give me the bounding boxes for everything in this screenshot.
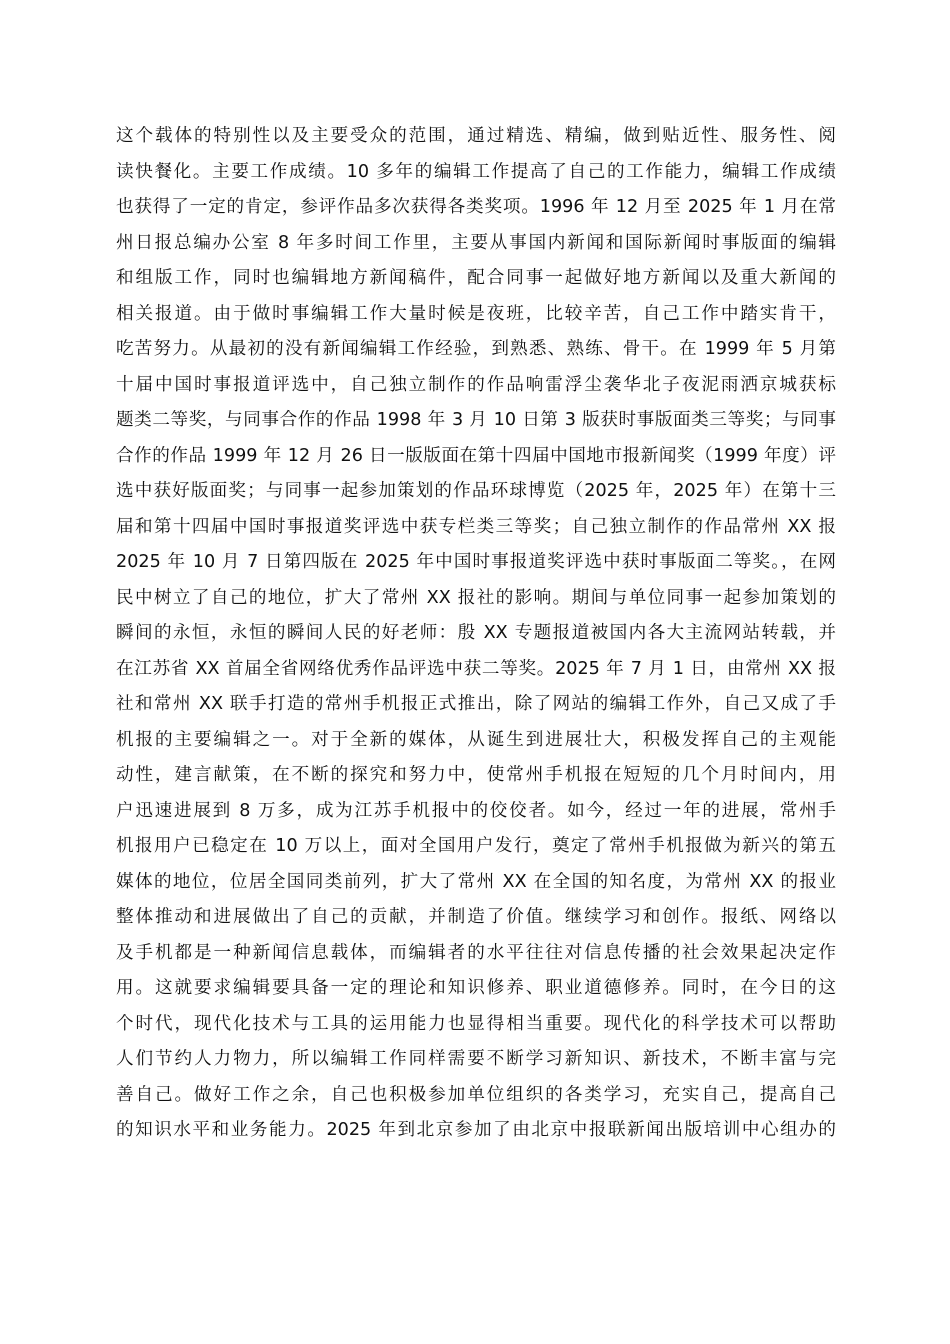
text-line: 读快餐化。主要工作成绩。10 多年的编辑工作提高了自己的工作能力，编辑工作成绩 — [116, 161, 836, 182]
text-line: 民中树立了自己的地位，扩大了常州 XX 报社的影响。期间与单位同事一起参加策划的 — [116, 587, 836, 608]
text-line: 机报的主要编辑之一。对于全新的媒体，从诞生到进展壮大，积极发挥自己的主观能 — [116, 729, 836, 750]
text-line: 在江苏省 XX 首届全省网络优秀作品评选中获二等奖。2025 年 7 月 1 日，由常州 XX 报 — [116, 658, 836, 679]
text-line: 2025 年 10 月 7 日第四版在 2025 年中国时事报道奖评选中获时事版面二等奖。，在网 — [116, 552, 836, 572]
text-line: 届和第十四届中国时事报道奖评选中获专栏类三等奖；自己独立制作的作品常州 XX 报 — [116, 516, 836, 537]
text-line: 也获得了一定的肯定，参评作品多次获得各类奖项。1996 年 12 月至 2025 年 1 月在常 — [116, 197, 836, 217]
text-line: 题类二等奖，与同事合作的作品 1998 年 3 月 10 日第 3 版获时事版面类三等奖；与同事 — [116, 410, 836, 430]
text-line: 州日报总编办公室 8 年多时间工作里，主要从事国内新闻和国际新闻时事版面的编辑 — [116, 232, 836, 253]
text-line: 动性，建言献策，在不断的探究和努力中，使常州手机报在短短的几个月时间内，用 — [116, 765, 836, 785]
text-line: 瞬间的永恒，永恒的瞬间人民的好老师：殷 XX 专题报道被国内各大主流网站转载，并 — [116, 623, 836, 643]
text-line: 人们节约人力物力，所以编辑工作同样需要不断学习新知识、新技术，不断丰富与完 — [116, 1049, 836, 1069]
text-line: 吃苦努力。从最初的没有新闻编辑工作经验，到熟悉、熟练、骨干。在 1999 年 5 月第 — [116, 339, 836, 359]
text-line: 及手机都是一种新闻信息载体，而编辑者的水平往往对信息传播的社会效果起决定作 — [116, 942, 836, 963]
text-line: 机报用户已稳定在 10 万以上，面对全国用户发行，奠定了常州手机报做为新兴的第五 — [116, 836, 836, 856]
text-line: 媒体的地位，位居全国同类前列，扩大了常州 XX 在全国的知名度，为常州 XX 的报业 — [116, 871, 836, 892]
text-line: 社和常州 XX 联手打造的常州手机报正式推出，除了网站的编辑工作外，自己又成了手 — [116, 694, 836, 714]
text-line: 选中获好版面奖；与同事一起参加策划的作品环球博览（2025 年，2025 年）在第十三 — [116, 481, 836, 501]
text-line: 合作的作品 1999 年 12 月 26 日一版版面在第十四届中国地市报新闻奖（1999 年度）评 — [116, 445, 836, 466]
text-line: 十届中国时事报道评选中，自己独立制作的作品响雷浮尘袭华北子夜泥雨洒京城获标 — [116, 374, 836, 395]
text-line: 整体推动和进展做出了自己的贡献，并制造了价值。继续学习和创作。报纸、网络以 — [116, 907, 836, 927]
text-line: 善自己。做好工作之余，自己也积极参加单位组织的各类学习，充实自己，提高自己 — [116, 1084, 836, 1105]
text-line: 相关报道。由于做时事编辑工作大量时候是夜班，比较辛苦，自己工作中踏实肯干， — [116, 303, 836, 324]
text-line: 和组版工作，同时也编辑地方新闻稿件，配合同事一起做好地方新闻以及重大新闻的 — [116, 268, 836, 288]
text-line: 用。这就要求编辑要具备一定的理论和知识修养、职业道德修养。同时，在今日的这 — [116, 978, 836, 998]
body-text — [116, 119, 836, 1149]
text-line: 个时代，现代化技术与工具的运用能力也显得相当重要。现代化的科学技术可以帮助 — [116, 1013, 836, 1034]
text-line: 的知识水平和业务能力。2025 年到北京参加了由北京中报联新闻出版培训中心组办的 — [116, 1120, 836, 1140]
text-line: 户迅速进展到 8 万多，成为江苏手机报中的佼佼者。如今，经过一年的进展，常州手 — [116, 800, 836, 821]
text-line: 这个载体的特别性以及主要受众的范围，通过精选、精编，做到贴近性、服务性、阅 — [116, 126, 836, 146]
